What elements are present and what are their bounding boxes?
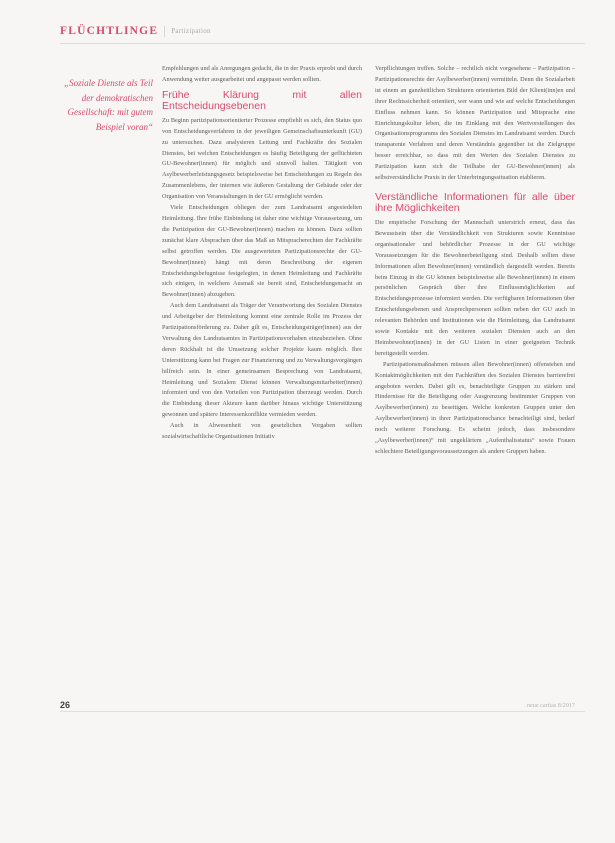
page-header <box>60 24 580 38</box>
page-number: 26 <box>60 700 71 710</box>
publication-info: neue caritas 8/2017 <box>526 702 575 709</box>
header-divider <box>164 26 165 37</box>
paragraph: Viele Entscheidungen obliegen der zum Landratsamt angesiedelten Heimleitung. Ihre frühe Einbindung ist daher eine wichtige Voraussetzung, um die Partizipation der GU-Bewohner(innen) machen zu können. Dazu sollten zunächst klare Absprachen über das Maß an Mitspracherechten der Fachkräfte selbst getroffen werden. Die ausgewerteten Partizipationsrechte der GU-Bewohner(innen) hängt mit deren Beschreibung der eigenen Entscheidungsbefugnisse festgelegten, in denen Heimleitung und Fachkräfte sich einigen, in welchem Ausmaß sie bereit sind, Entscheidungsmacht an Bewohner(innen) abzugeben. <box>162 204 362 299</box>
paragraph: Auch in Abwesenheit von gesetzlichen Vorgaben sollten sozialwirtschaftliche Organisationen Initiativ <box>162 422 362 441</box>
section-heading: Frühe Klärung mit allen Entscheidungsebenen <box>162 88 362 113</box>
footer-rule <box>60 711 585 712</box>
paragraph: Die empirische Forschung der Mannschaft unterstrich erneut, dass das Bewusstsein über die Verständlichkeit von Strukturen sowie Kenntnisse organisationaler und behördlicher Prozesse in der GU wichtige Voraussetzungen für die Bewohnerbeteiligung sind. Deshalb sollten diese Informationen allen Bewohner(innen) verständlich dargestellt werden. Bereits beim Einzug in die GU können beispielsweise alle Bewohner(innen) in einem persönlichen Gespräch über ihre Einflussmöglichkeiten auf Entscheidungsprozesse informiert werden. Die verfügbaren Informationen über Entscheidungsebenen und Ansprechpersonen sollten neben der GU auch in relevanten Behörden und Institutionen wie die Heimleitung, das Landratsamt sowie Kontakte mit den weiteren sozialen Diensten auch an den Heimbewohner(innen) in der GU Listen in einer geeigneten Technik bereitgestellt werden. <box>375 218 575 357</box>
paragraph: Empfehlungen und als Anregungen gedacht, die in der Praxis erprobt und durch Anwendung weiter ausgearbeitet und angepasst werden sollten. <box>162 65 362 83</box>
text-column-2 <box>375 64 575 458</box>
paragraph: Verpflichtungen treffen. Solche – rechtlich nicht vorgesehene – Partizipation – Partizipationsrechte der Asylbewerber(innen) vermitteln. Denn die Sozialarbeit ist einem an ganzheitlichen Strukturen orientierten Bild der Klient(inn)en und ihrer Rechtssicherheit orientiert, wer wann und wie auf welche Entscheidungen Einfluss nehmen kann. So können Partizipation und Mitsprache eine Einrichtungskultur leben, die im Einklang mit den Wertvorstellungen des Organisationsprogramms des Sozialen Dienstes im Landratsamt werden. Durch transparente Verfahren und deren Verständnis gegenüber ist die Zielgruppe besser erreichbar, so dass mit den Werten des Sozialen Dienstes zu Partizipation kann sich die Teilhabe der GU-Bewohner(innen) als selbstverständliche Praxis in der Unterbringungssituation etablieren. <box>375 65 575 182</box>
section-label: FLÜCHTLINGE <box>60 25 159 37</box>
header-rule <box>60 43 585 44</box>
section-sublabel: Partizipation <box>171 27 211 35</box>
pull-quote: „Soziale Dienste als Teil der demokratischen Gesellschaft: mit gutem Beispiel voran“ <box>64 78 153 132</box>
paragraph: Auch dem Landratsamt als Träger der Verantwortung des Sozialen Dienstes und Arbeitgeber der Heimleitung kommt eine zentrale Rolle im Prozess der Partizipationsförderung zu. Daher gilt es, Entscheidungsträger(innen) aus der Verwaltung des Landratsamtes in Partizipationsvorhaben einzubeziehen. Ohne deren Rückhalt ist die Umsetzung solcher Projekte kaum möglich. Ihre Unterstützung kann bei Fragen zur Finanzierung und zu Verwaltungsvorgängen hilfreich sein. In einer gemeinsamen Besprechung von Landratsamt, Heimleitung und Sozialem Dienst können Verwaltungsmitarbeiter(innen) informiert und von den Vorteilen von Partizipation überzeugt werden. Durch die Einbindung dieser Akteure kann darüber hinaus wichtige Unterstützung gewonnen und spätere Interessenkonflikte vermieden werden. <box>162 302 362 419</box>
text-column-1 <box>162 64 362 443</box>
paragraph: Zu Beginn partizipationsorientierter Prozesse empfiehlt es sich, den Status quo von Entscheidungsverfahren in der jeweiligen Gemeinschaftsunterkunft (GU) zu untersuchen. Dazu analysieren Leitung und Fachkräfte des Sozialen Dienstes, bei welchen Entscheidungen es häufig Beteiligung der geflüchteten GU-Bewohner(innen) für möglich und sinnvoll halten. Tätigkeit von Asylbewerberleistungsgesetz beispielsweise bei Entscheidungen zu Regeln des Zusammenlebens, der internen wie äußeren Gestaltung der Gebäude oder der Organisation von Veranstaltungen in der GU ermöglicht werden. <box>162 116 362 201</box>
paragraph: Partizipationsmaßnahmen müssen allen Bewohner(innen) offenstehen und Kontaktmöglichkeiten mit den Fachkräften des Sozialen Dienstes barrierefrei angeboten werden. Dabei gilt es, benachteiligte Gruppen zu stärken und Hindernisse für die Beteiligung oder Ausgrenzung bestimmter Gruppen von Asylbewerber(innen) zu beseitigen. Welche konkreten Gruppen unter den Asylbewerber(innen) in ihrer Partizipationschance benachteiligt sind, bedarf noch weiterer Forschung. Es scheint jedoch, dass insbesondere „Asylbewerber(innen)“ mit ungeklärtem „Aufenthaltsstatus“ sowie Frauen schlechtere Beteiligungsvoraussetzungen als andere Gruppen haben. <box>375 360 575 455</box>
section-heading: Verständliche Informationen für alle über ihre Möglichkeiten <box>375 190 575 215</box>
